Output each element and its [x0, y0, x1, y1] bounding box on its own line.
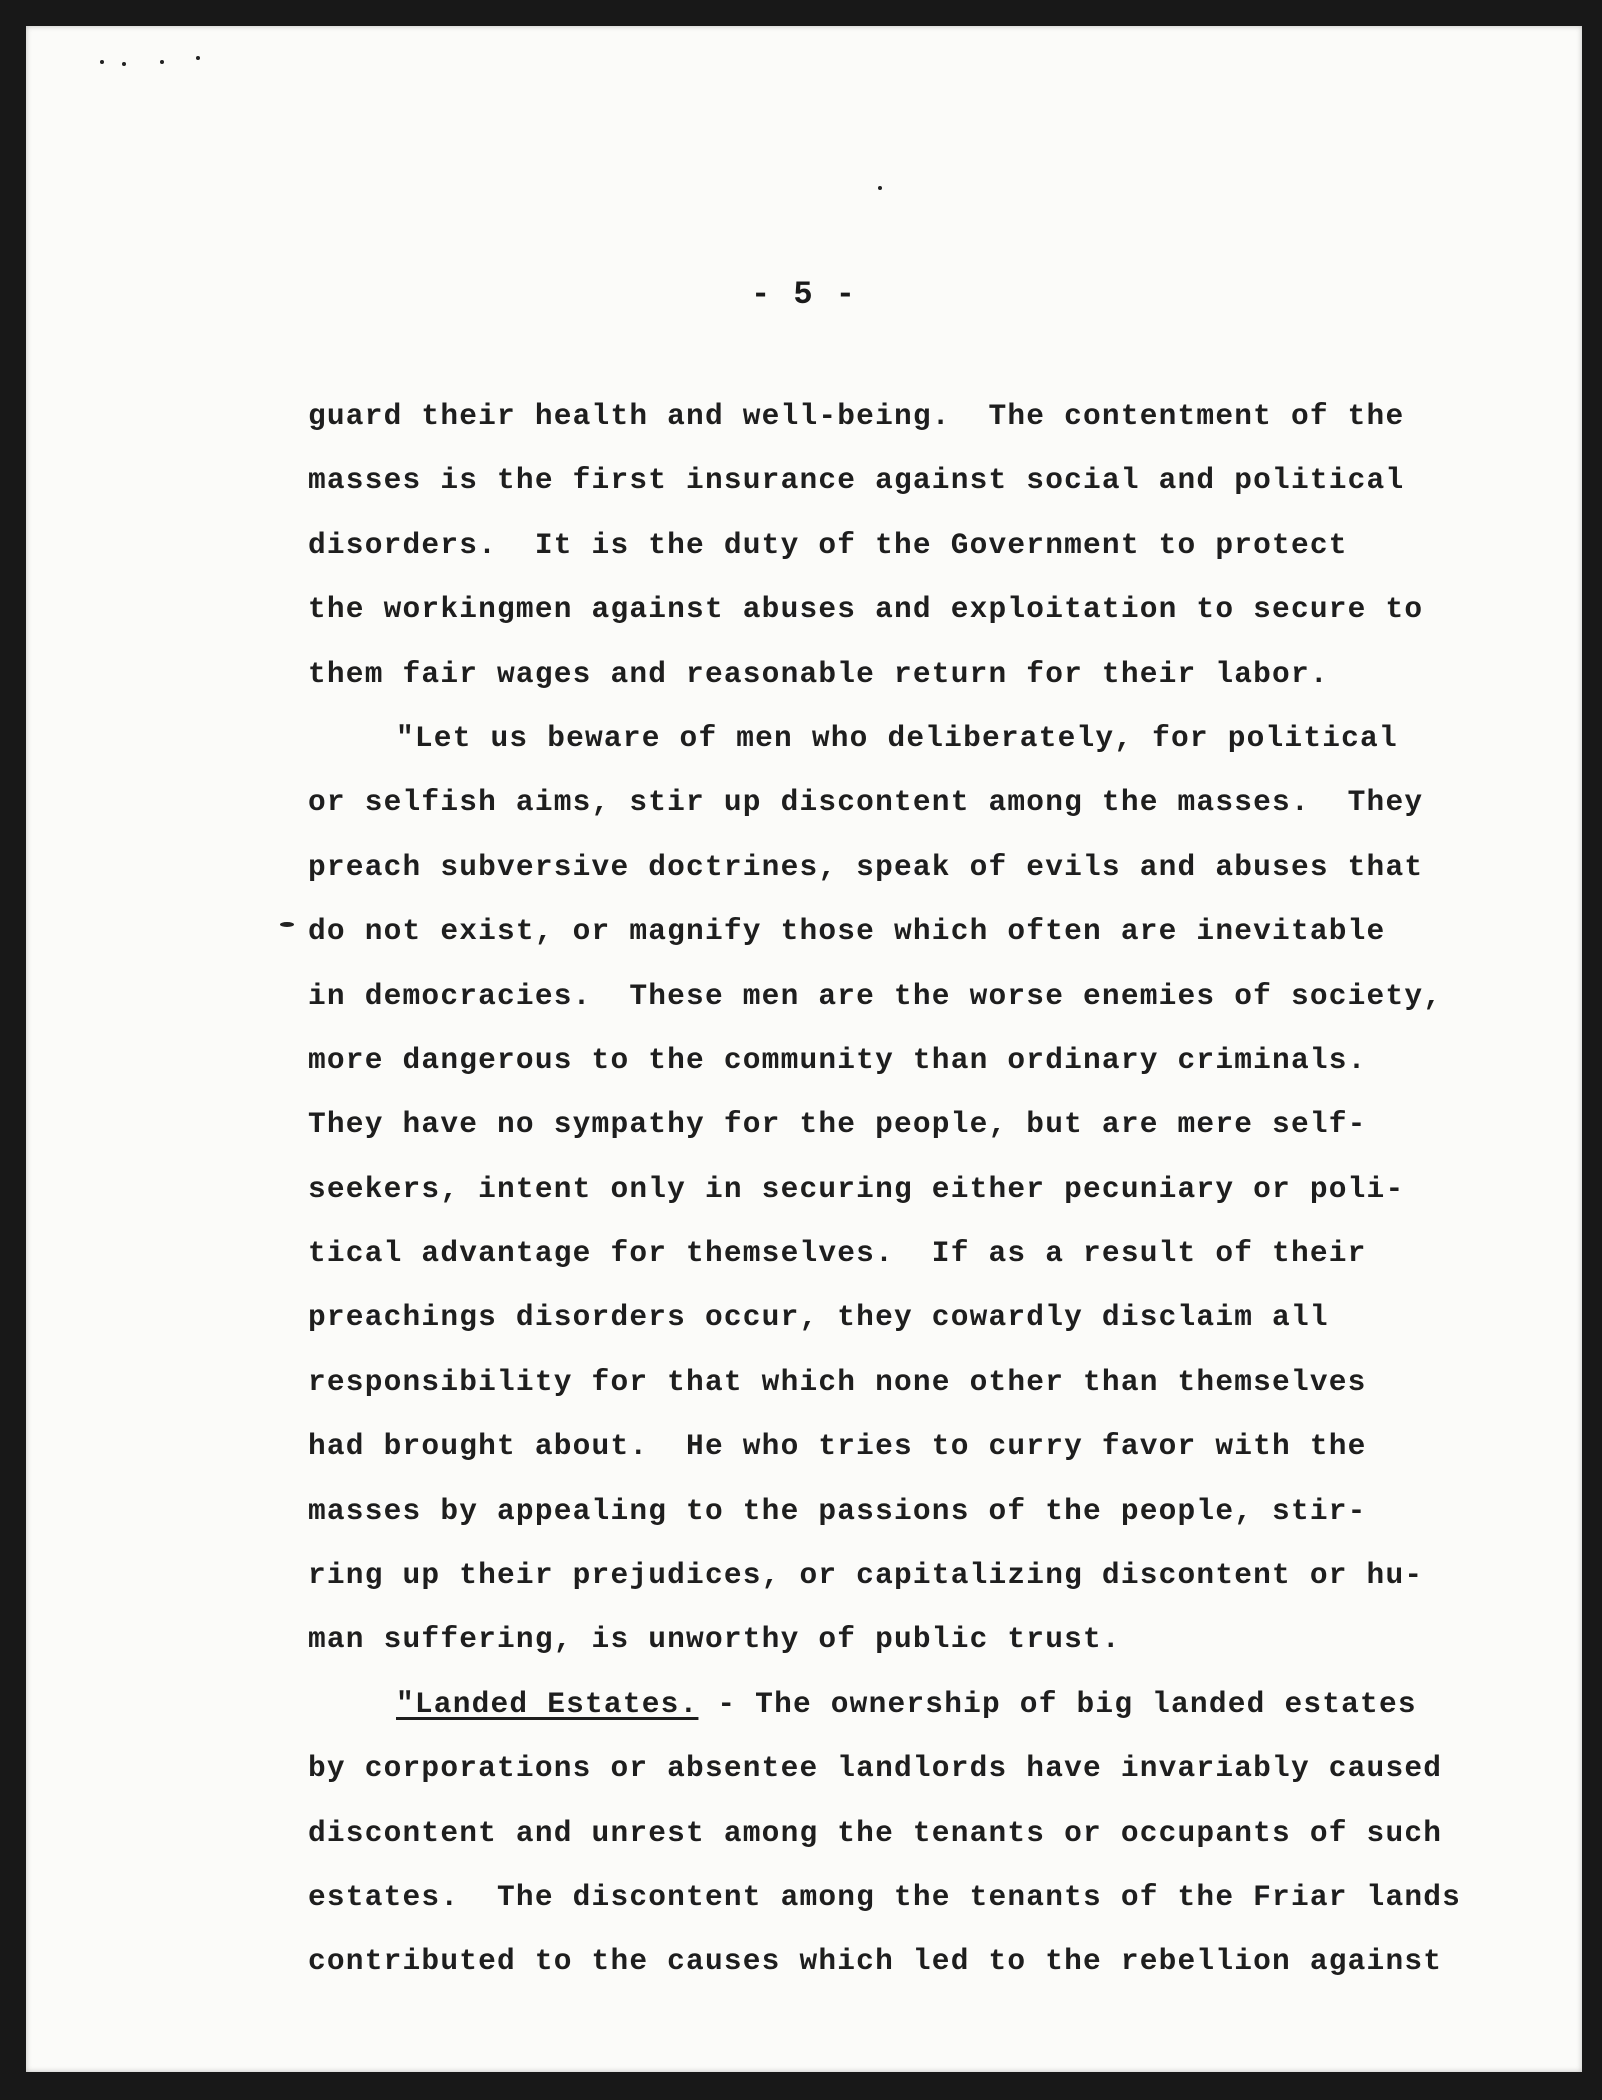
text-line: preach subversive doctrines, speak of evils and abuses that: [308, 849, 1424, 884]
scan-speck: [122, 62, 126, 66]
text-line: more dangerous to the community than ordinary criminals.: [308, 1042, 1367, 1077]
page-number: - 5 -: [750, 276, 857, 313]
text-line: masses is the first insurance against social and political: [308, 463, 1405, 498]
text-line: or selfish aims, stir up discontent among the masses. They: [308, 785, 1424, 820]
text-line: They have no sympathy for the people, but are mere self-: [308, 1107, 1367, 1142]
scan-speck: [280, 922, 294, 927]
text-line: contributed to the causes which led to the rebellion against: [308, 1944, 1443, 1979]
text-line: disorders. It is the duty of the Government to protect: [308, 527, 1348, 562]
text-line: man suffering, is unworthy of public trust.: [308, 1622, 1121, 1657]
scan-speck: [100, 60, 104, 64]
text-line: them fair wages and reasonable return for their labor.: [308, 656, 1329, 691]
text-line: ring up their prejudices, or capitalizing discontent or hu-: [308, 1558, 1424, 1593]
section-heading-continuation: - The ownership of big landed estates: [698, 1686, 1417, 1721]
text-line: the workingmen against abuses and exploitation to secure to: [308, 592, 1424, 627]
text-line: discontent and unrest among the tenants or occupants of such: [308, 1815, 1443, 1850]
text-line: "Let us beware of men who deliberately, for political: [396, 720, 1398, 755]
text-line: preachings disorders occur, they cowardly disclaim all: [308, 1300, 1329, 1335]
text-line: had brought about. He who tries to curry favor with the: [308, 1429, 1367, 1464]
text-line: in democracies. These men are the worse enemies of society,: [308, 978, 1443, 1013]
text-line: masses by appealing to the passions of the people, stir-: [308, 1493, 1367, 1528]
text-line: responsibility for that which none other than themselves: [308, 1364, 1367, 1399]
section-heading-landed-estates: "Landed Estates.: [396, 1686, 699, 1721]
scan-speck: [878, 186, 882, 190]
document-page: [26, 26, 1582, 2072]
body-text: [308, 384, 1548, 1994]
text-line: tical advantage for themselves. If as a result of their: [308, 1236, 1367, 1271]
scan-speck: [196, 56, 200, 60]
text-line: estates. The discontent among the tenants of the Friar lands: [308, 1879, 1462, 1914]
text-line: by corporations or absentee landlords have invariably caused: [308, 1751, 1443, 1786]
text-line: seekers, intent only in securing either pecuniary or poli-: [308, 1171, 1405, 1206]
section-heading-line: [308, 1672, 1548, 1736]
text-line: do not exist, or magnify those which often are inevitable: [308, 914, 1386, 949]
text-line: guard their health and well-being. The contentment of the: [308, 399, 1405, 433]
scan-speck: [160, 60, 164, 64]
